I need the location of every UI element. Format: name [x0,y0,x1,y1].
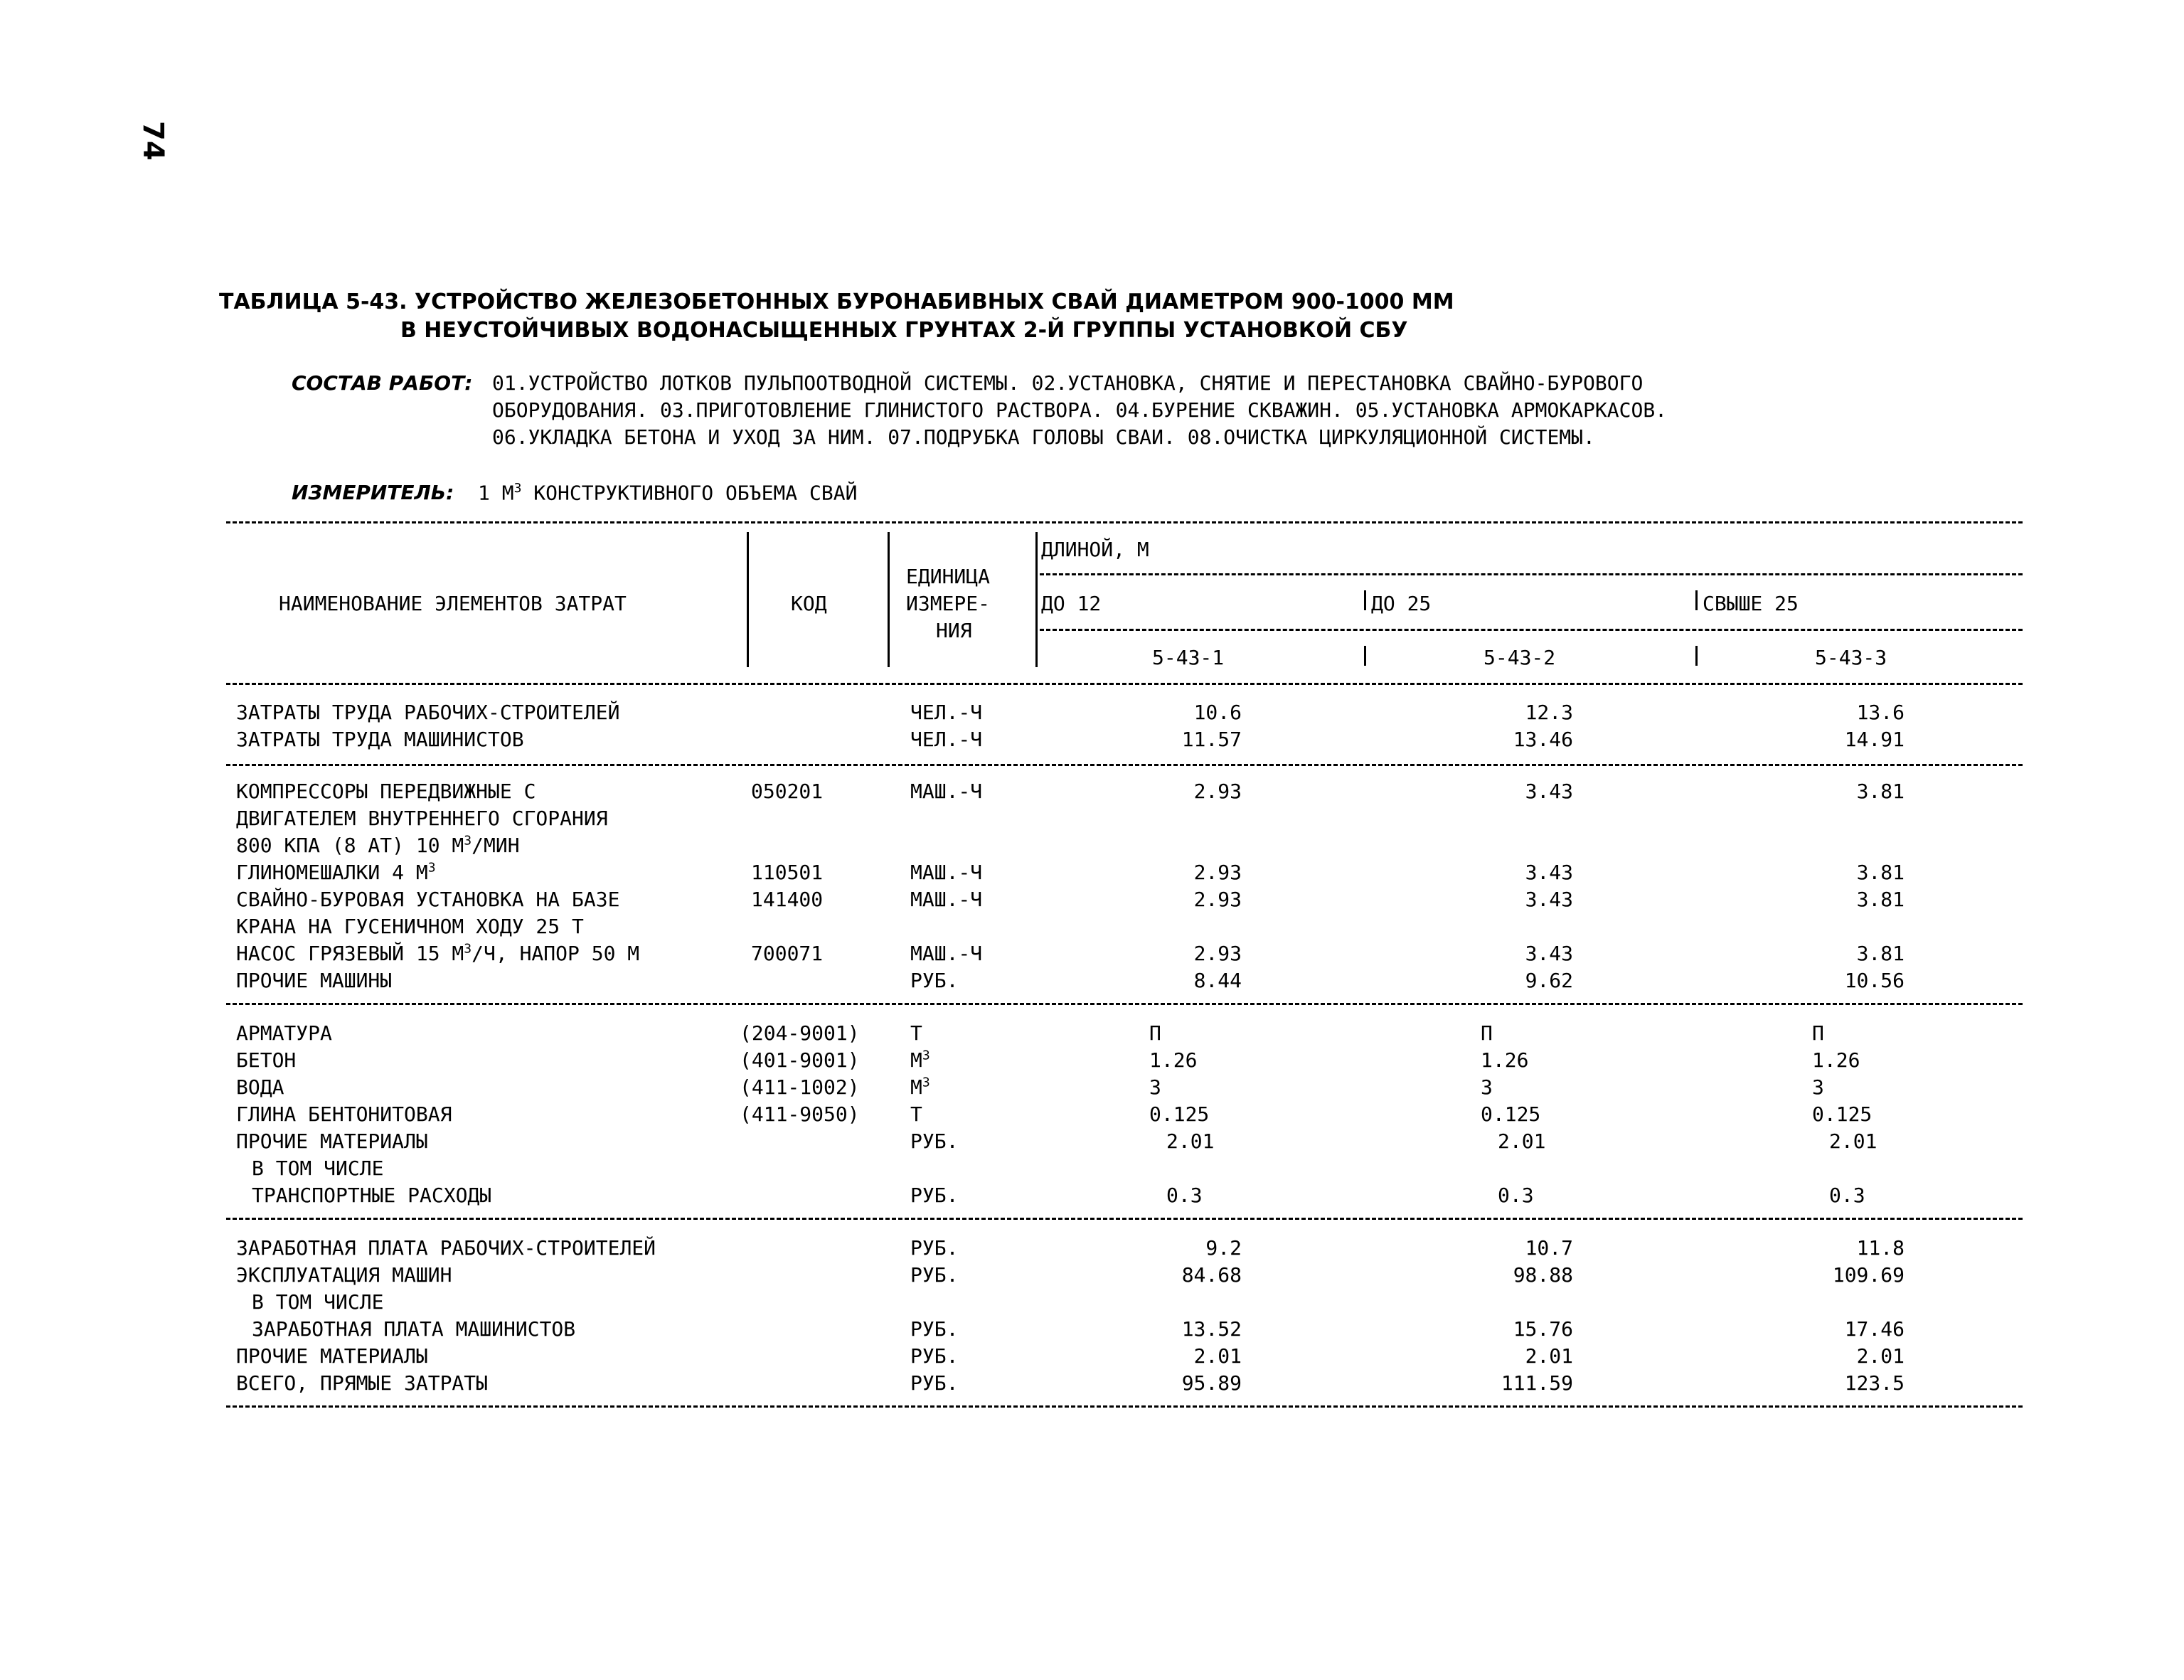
row-name [236,859,436,886]
row-value-1: 2.93 [1193,942,1242,965]
page-number: 74 [137,121,169,161]
row-unit: МАШ.-Ч [910,888,983,911]
header-divider-5 [1695,590,1698,610]
row-value-1: 8.44 [1193,969,1242,992]
header-length: ДЛИНОЙ, М [1041,538,1149,561]
row-name: ЗАТРАТЫ ТРУДА МАШИНИСТОВ [236,728,524,751]
row-unit: РУБ. [910,1263,959,1287]
row-name: ТРАНСПОРТНЫЕ РАСХОДЫ [252,1184,492,1207]
measure-label: ИЗМЕРИТЕЛЬ: [292,481,454,505]
row-value-1: 2.93 [1193,861,1242,884]
row-unit: МАШ.-Ч [910,942,983,965]
row-value-3: 3 [1812,1075,1824,1099]
measure-value-pre: 1 М [478,481,514,505]
title-line-1: ТАБЛИЦА 5-43. УСТРОЙСТВО ЖЕЛЕЗОБЕТОННЫХ БУРОНАБИВНЫХ СВАЙ ДИАМЕТРОМ 900-1000 ММ [219,289,1454,314]
works-line-3: 06.УКЛАДКА БЕТОНА И УХОД ЗА НИМ. 07.ПОДРУБКА ГОЛОВЫ СВАИ. 08.ОЧИСТКА ЦИРКУЛЯЦИОННОЙ СИСТЕМЫ. [492,425,1595,449]
row-value-2: 0.3 [1498,1184,1534,1207]
works-label: СОСТАВ РАБОТ: [292,371,473,395]
row-value-3: 2.01 [1829,1129,1877,1153]
measure-line [292,481,857,504]
header-divider-7 [1695,646,1698,666]
row-value-2: 15.76 [1513,1317,1573,1341]
row-value-2: П [1481,1021,1493,1045]
row-value-1: 3 [1149,1075,1161,1099]
row-name: ВСЕГО, ПРЯМЫЕ ЗАТРАТЫ [236,1371,489,1395]
row-name: АРМАТУРА [236,1021,332,1045]
row-value-2: 3.43 [1525,888,1573,911]
row-name: В ТОМ ЧИСЛЕ [252,1290,384,1314]
row-value-2: 13.46 [1513,728,1573,751]
row-name-sup: 3 [464,941,472,957]
row-code: 110501 [751,861,824,884]
row-name: БЕТОН [236,1048,297,1072]
row-name [236,940,639,967]
row-unit-text: М [910,1048,922,1072]
row-value-2: 3.43 [1525,942,1573,965]
row-name: ПРОЧИЕ МАТЕРИАЛЫ [236,1129,428,1153]
row-name-cont: КРАНА НА ГУСЕНИЧНОМ ХОДУ 25 Т [236,915,584,938]
row-code: (411-9050) [740,1102,860,1126]
row-value-3: 123.5 [1844,1371,1905,1395]
table-title [219,288,1454,345]
row-value-3: 1.26 [1812,1048,1860,1072]
header-unit-2: ИЗМЕРЕ- [906,592,991,615]
row-name: ГЛИНА БЕНТОНИТОВАЯ [236,1102,452,1126]
header-col-1: ДО 12 [1041,592,1102,615]
row-unit: ЧЕЛ.-Ч [910,701,983,724]
header-name: НАИМЕНОВАНИЕ ЭЛЕМЕНТОВ ЗАТРАТ [279,592,627,615]
row-value-3: 0.125 [1812,1102,1873,1126]
row-value-2: 2.01 [1525,1344,1573,1368]
row-name-cont: ДВИГАТЕЛЕМ ВНУТРЕННЕГО СГОРАНИЯ [236,807,608,830]
row-name-text: 800 КПА (8 АТ) 10 М [236,834,464,857]
row-name-text: НАСОС ГРЯЗЕВЫЙ 15 М [236,942,464,965]
table-top-rule [226,521,2023,523]
header-unit-3: НИЯ [936,619,972,642]
header-col-2: ДО 25 [1371,592,1432,615]
row-value-1: 2.01 [1193,1344,1242,1368]
row-value-2: 10.7 [1525,1236,1573,1260]
row-value-2: 12.3 [1525,701,1573,724]
row-value-3: 17.46 [1844,1317,1905,1341]
row-value-3: 0.3 [1829,1184,1865,1207]
row-value-3: 10.56 [1844,969,1905,992]
row-value-3: 11.8 [1856,1236,1905,1260]
row-value-1: 9.2 [1205,1236,1242,1260]
row-name-text: /МИН [472,834,520,857]
row-value-3: 109.69 [1832,1263,1905,1287]
row-unit: РУБ. [910,1129,959,1153]
row-unit: РУБ. [910,1371,959,1395]
row-name: ЗАРАБОТНАЯ ПЛАТА РАБОЧИХ-СТРОИТЕЛЕЙ [236,1236,656,1260]
row-value-2: 98.88 [1513,1263,1573,1287]
row-value-1: 10.6 [1193,701,1242,724]
row-value-1: 2.01 [1166,1129,1215,1153]
row-unit-sup: 3 [922,1048,930,1063]
section-rule [226,1003,2023,1005]
row-value-1: 13.52 [1181,1317,1242,1341]
row-unit: РУБ. [910,1317,959,1341]
header-divider-3 [1035,532,1038,667]
row-unit: РУБ. [910,1344,959,1368]
header-divider-2 [888,532,890,667]
row-name-sup: 3 [464,833,472,849]
row-unit: МАШ.-Ч [910,780,983,803]
row-value-1: 2.93 [1193,888,1242,911]
header-code: КОД [791,592,827,615]
header-code-3: 5-43-3 [1815,646,1887,669]
row-value-2: 3 [1481,1075,1493,1099]
row-unit-sup: 3 [922,1075,930,1090]
row-unit: ЧЕЛ.-Ч [910,728,983,751]
row-code: (204-9001) [740,1021,860,1045]
row-code: 050201 [751,780,824,803]
row-unit: Т [910,1102,922,1126]
row-value-2: 1.26 [1481,1048,1529,1072]
header-code-2: 5-43-2 [1483,646,1556,669]
row-value-1: 95.89 [1181,1371,1242,1395]
header-bottom-rule [226,683,2023,685]
table-bottom-rule [226,1405,2023,1408]
row-value-3: П [1812,1021,1824,1045]
row-unit [910,1047,930,1074]
row-value-1: 1.26 [1149,1048,1198,1072]
row-value-2: 3.43 [1525,780,1573,803]
row-code: 141400 [751,888,824,911]
header-col-3: СВЫШЕ 25 [1703,592,1799,615]
row-name: ВОДА [236,1075,284,1099]
row-name-cont [236,832,520,859]
row-value-1: 84.68 [1181,1263,1242,1287]
row-unit: РУБ. [910,1236,959,1260]
row-unit: МАШ.-Ч [910,861,983,884]
row-name: В ТОМ ЧИСЛЕ [252,1157,384,1180]
row-name: ЗАТРАТЫ ТРУДА РАБОЧИХ-СТРОИТЕЛЕЙ [236,701,620,724]
row-value-3: 14.91 [1844,728,1905,751]
header-divider-1 [747,532,749,667]
row-unit: РУБ. [910,969,959,992]
header-divider-4 [1364,590,1366,610]
row-code: (411-1002) [740,1075,860,1099]
row-name-text: /Ч, НАПОР 50 М [472,942,640,965]
row-name: КОМПРЕССОРЫ ПЕРЕДВИЖНЫЕ С [236,780,536,803]
measure-value-post: КОНСТРУКТИВНОГО ОБЪЕМА СВАЙ [521,481,858,505]
row-value-3: 3.81 [1856,942,1905,965]
row-name-text: ГЛИНОМЕШАЛКИ 4 М [236,861,428,884]
row-value-3: 13.6 [1856,701,1905,724]
section-rule [226,764,2023,766]
row-value-1: 0.125 [1149,1102,1210,1126]
row-unit-text: М [910,1075,922,1099]
works-composition [292,370,1667,451]
row-unit: Т [910,1021,922,1045]
header-code-1: 5-43-1 [1152,646,1225,669]
row-name: ПРОЧИЕ МАШИНЫ [236,969,393,992]
row-unit: РУБ. [910,1184,959,1207]
row-value-1: 0.3 [1166,1184,1203,1207]
row-value-3: 3.81 [1856,861,1905,884]
row-code: (401-9001) [740,1048,860,1072]
section-rule [226,1218,2023,1220]
row-value-3: 3.81 [1856,888,1905,911]
row-name: ПРОЧИЕ МАТЕРИАЛЫ [236,1344,428,1368]
row-name: ЗАРАБОТНАЯ ПЛАТА МАШИНИСТОВ [252,1317,576,1341]
row-name-sup: 3 [427,860,436,876]
row-name: СВАЙНО-БУРОВАЯ УСТАНОВКА НА БАЗЕ [236,888,620,911]
row-value-2: 2.01 [1498,1129,1546,1153]
row-name: ЭКСПЛУАТАЦИЯ МАШИН [236,1263,452,1287]
row-value-2: 0.125 [1481,1102,1541,1126]
works-line-2: ОБОРУДОВАНИЯ. 03.ПРИГОТОВЛЕНИЕ ГЛИНИСТОГО РАСТВОРА. 04.БУРЕНИЕ СКВАЖИН. 05.УСТАНОВКА АРМОКАРКАСОВ. [492,398,1668,422]
works-line-1: 01.УСТРОЙСТВО ЛОТКОВ ПУЛЬПООТВОДНОЙ СИСТЕМЫ. 02.УСТАНОВКА, СНЯТИЕ И ПЕРЕСТАНОВКА СВАЙНО-БУРОВОГО [492,371,1644,395]
header-divider-6 [1364,646,1366,666]
row-value-2: 111.59 [1501,1371,1573,1395]
header-rule-length [1040,573,2023,575]
header-rule-codes [1040,629,2023,631]
row-value-2: 9.62 [1525,969,1573,992]
row-unit [910,1074,930,1101]
measure-value-sup: 3 [513,481,522,496]
row-code: 700071 [751,942,824,965]
row-value-1: 11.57 [1181,728,1242,751]
title-line-2: В НЕУСТОЙЧИВЫХ ВОДОНАСЫЩЕННЫХ ГРУНТАХ 2-Й ГРУППЫ УСТАНОВКОЙ СБУ [400,318,1408,343]
row-value-1: 2.93 [1193,780,1242,803]
row-value-2: 3.43 [1525,861,1573,884]
row-value-3: 3.81 [1856,780,1905,803]
row-value-3: 2.01 [1856,1344,1905,1368]
header-unit-1: ЕДИНИЦА [906,565,991,588]
row-value-1: П [1149,1021,1161,1045]
